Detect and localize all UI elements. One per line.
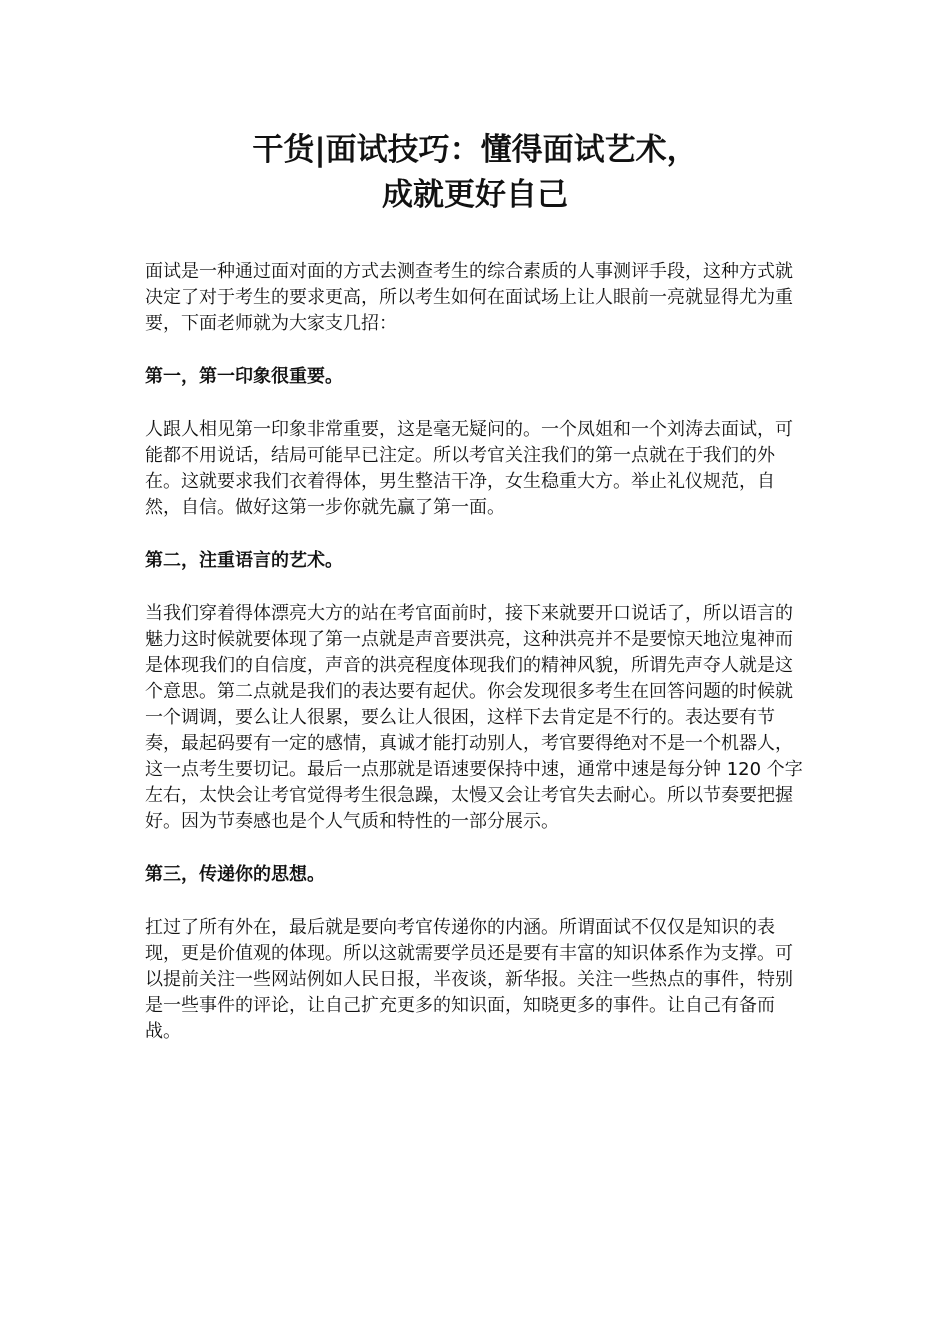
intro-paragraph: 面试是一种通过面对面的方式去测查考生的综合素质的人事测评手段，这种方式就决定了对于考生的要求更高，所以考生如何在面试场上让人眼前一亮就显得尤为重要，下面老师就为大家支几招：: [145, 261, 793, 334]
article-body: [145, 259, 807, 1045]
section-body-1: 人跟人相见第一印象非常重要，这是毫无疑问的。一个凤姐和一个刘涛去面试，可能都不用说话，结局可能早已注定。所以考官关注我们的第一点就在于我们的外在。这就要求我们衣着得体，男生整洁干净，女生稳重大方。举止礼仪规范，自然，自信。做好这第一步你就先赢了第一面。: [145, 419, 793, 518]
section-body-2: 当我们穿着得体漂亮大方的站在考官面前时，接下来就要开口说话了，所以语言的魅力这时候就要体现了第一点就是声音要洪亮，这种洪亮并不是要惊天地泣鬼神而是体现我们的自信度，声音的洪亮程度体现我们的精神风貌，所谓先声夺人就是这个意思。第二点就是我们的表达要有起伏。你会发现很多考生在回答问题的时候就一个调调，要么让人很累，要么让人很困，这样下去肯定是不行的。表达要有节奏，最起码要有一定的感情，真诚才能打动别人，考官要得绝对不是一个机器人，这一点考生要切记。最后一点那就是语速要保持中速，通常中速是每分钟 120 个字左右，太快会让考官觉得考生很急躁，太慢又会让考官失去耐心。所以节奏要把握好。因为节奏感也是个人气质和特性的一部分展示。: [145, 603, 803, 832]
title-line-1: 干货|面试技巧：懂得面试艺术，: [252, 132, 698, 168]
page-title: [0, 128, 950, 218]
title-line-2: 成就更好自己: [382, 177, 568, 213]
section-body-3: 扛过了所有外在，最后就是要向考官传递你的内涵。所谓面试不仅仅是知识的表现，更是价值观的体现。所以这就需要学员还是要有丰富的知识体系作为支撑。可以提前关注一些网站例如人民日报，半夜谈，新华报。关注一些热点的事件，特别是一些事件的评论，让自己扩充更多的知识面，知晓更多的事件。让自己有备而战。: [145, 917, 793, 1042]
section-heading-3: 第三，传递你的思想。: [145, 864, 325, 885]
section-heading-2: 第二，注重语言的艺术。: [145, 550, 343, 571]
section-heading-1: 第一，第一印象很重要。: [145, 366, 343, 387]
